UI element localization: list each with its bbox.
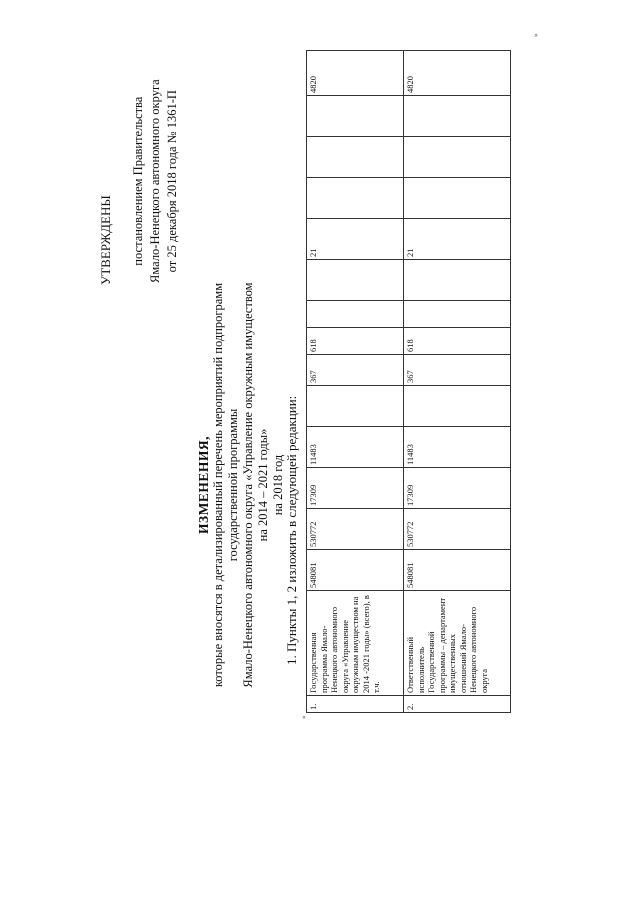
value-cell: 548081: [404, 550, 511, 591]
value-cell: [404, 96, 511, 137]
value-cell: [307, 137, 404, 178]
margin-mark: »: [532, 33, 540, 37]
value-cell: 367: [404, 355, 511, 386]
approval-line: Ямало-Ненецкого автономного округа: [148, 79, 162, 283]
document-title: [196, 275, 286, 695]
row-name-cell: [307, 591, 404, 696]
approval-heading: УТВЕРЖДЕНЫ: [98, 195, 113, 285]
value-cell: 4820: [404, 51, 511, 96]
value-cell: 4820: [307, 51, 404, 96]
row-name-text: Ответственный исполнитель Государственной программы – департамент имущественных отношений Ямало-Ненецкого автономного округа: [405, 597, 489, 693]
value-cell: 530772: [404, 509, 511, 550]
row-name-cell: [404, 591, 511, 696]
value-cell: 11483: [307, 427, 404, 468]
intro-paragraph: 1. Пункты 1, 2 изложить в следующей редакции:: [284, 395, 299, 665]
value-cell: 21: [404, 219, 511, 260]
value-cell: 548081: [307, 550, 404, 591]
margin-mark: »: [300, 715, 308, 719]
value-cell: [307, 260, 404, 301]
value-cell: [404, 301, 511, 328]
row-number-cell: 1.: [307, 696, 404, 713]
title-line: Ямало-Ненецкого автономного округа «Управление окружным имуществом на 2014 – 2021 годы»: [241, 282, 270, 688]
row-name-text: Государственная программа Ямало-Ненецкого автономного округа «Управление окружным имуществом на 2014 -2021 годы» (всего), в т.ч.: [308, 595, 381, 693]
value-cell: 618: [404, 328, 511, 355]
measures-table: [306, 50, 511, 713]
value-cell: [404, 137, 511, 178]
value-cell: 530772: [307, 509, 404, 550]
value-cell: [307, 96, 404, 137]
table-row: [404, 51, 511, 713]
table-row: [307, 51, 404, 713]
value-cell: 618: [307, 328, 404, 355]
approval-line: постановлением Правительства: [131, 96, 145, 266]
title-line: на 2018 год: [271, 454, 285, 516]
value-cell: 17309: [404, 468, 511, 509]
value-cell: [307, 178, 404, 219]
row-number-cell: 2.: [404, 696, 511, 713]
title-main: ИЗМЕНЕНИЯ,: [196, 436, 211, 535]
value-cell: [404, 178, 511, 219]
approval-block: [130, 79, 181, 283]
value-cell: [307, 386, 404, 427]
title-line: которые вносятся в детализированный перечень мероприятий подпрограмм государственной программы: [211, 282, 240, 688]
value-cell: [404, 386, 511, 427]
value-cell: 11483: [404, 427, 511, 468]
value-cell: [404, 260, 511, 301]
value-cell: 367: [307, 355, 404, 386]
value-cell: 17309: [307, 468, 404, 509]
value-cell: [307, 301, 404, 328]
approval-line: от 25 декабря 2018 года № 1361-П: [165, 90, 179, 273]
value-cell: 21: [307, 219, 404, 260]
